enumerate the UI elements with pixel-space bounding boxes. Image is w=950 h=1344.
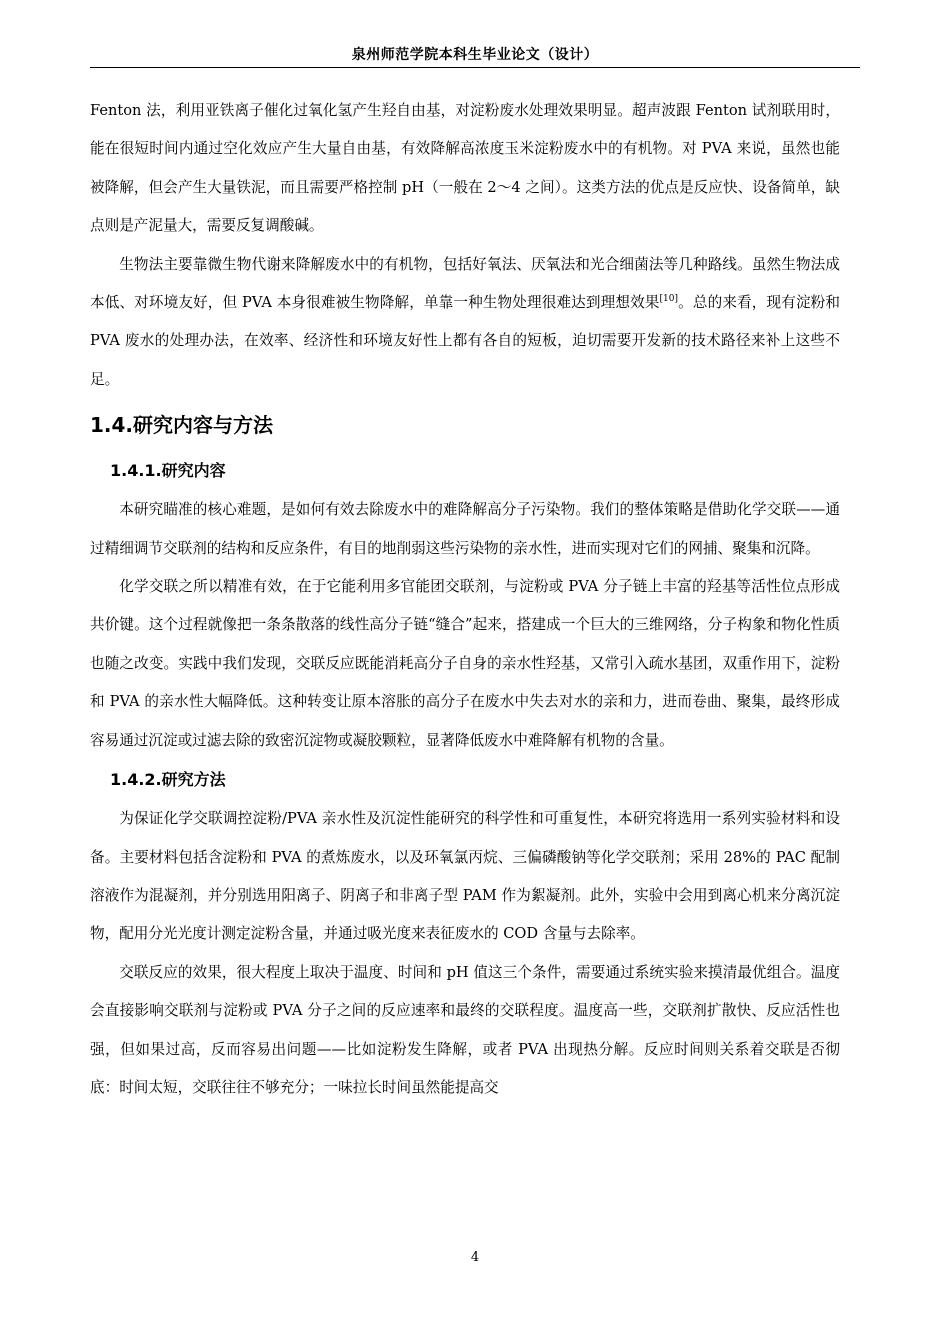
running-header: 泉州师范学院本科生毕业论文（设计） <box>351 47 599 63</box>
paragraph-biological-method <box>90 246 840 400</box>
paragraph-reaction-conditions: 交联反应的效果，很大程度上取决于温度、时间和 pH 值这三个条件，需要通过系统实验来摸清最优组合。温度会直接影响交联剂与淀粉或 PVA 分子之间的反应速率和最终的交联程度。温度高一些，交联剂扩散快、反应活性也强，但如果过高，反而容易出问题——比如淀粉发生降解，或者 PVA 出现热分解。反应时间则关系着交联是否彻底：时间太短，交联往往不够充分；一味拉长时间虽然能提高交 <box>90 963 840 1096</box>
section-heading-1-4-2: 1.4.2.研究方法 <box>110 770 226 790</box>
section-heading-1-4-1: 1.4.1.研究内容 <box>110 461 226 481</box>
header-rule <box>90 67 860 68</box>
paragraph-text: 生物法主要靠微生物代谢来降解废水中的有机物，包括好氧法、厌氧法和光合细菌法等几种路线。虽然生物法成本低、对环境友好，但 PVA 本身很难被生物降解，单靠一种生物处理很难达到理想效果 <box>90 255 840 312</box>
page-number: 4 <box>470 1250 480 1265</box>
paragraph-materials: 为保证化学交联调控淀粉/PVA 亲水性及沉淀性能研究的科学性和可重复性，本研究将选用一系列实验材料和设备。主要材料包括含淀粉和 PVA 的煮炼废水，以及环氧氯丙烷、三偏磷酸钠等化学交联剂；采用 28%的 PAC 配制溶液作为混凝剂，并分别选用阳离子、阴离子和非离子型 PAM 作为絮凝剂。此外，实验中会用到离心机来分离沉淀物，配用分光光度计测定淀粉含量，并通过吸光度来表征废水的 COD 含量与去除率。 <box>90 810 840 943</box>
paragraph-crosslinking: 化学交联之所以精准有效，在于它能利用多官能团交联剂，与淀粉或 PVA 分子链上丰富的羟基等活性位点形成共价键。这个过程就像把一条条散落的线性高分子链“缝合”起来，搭建成一个巨大的三维网络，分子构象和物化性质也随之改变。实践中我们发现，交联反应既能消耗高分子自身的亲水性羟基，又常引入疏水基团，双重作用下，淀粉和 PVA 的亲水性大幅降低。这种转变让原本溶胀的高分子在废水中失去对水的亲和力，进而卷曲、聚集，最终形成容易通过沉淀或过滤去除的致密沉淀物或凝胶颗粒，显著降低废水中难降解有机物的含量。 <box>90 578 840 749</box>
paragraph-research-content: 本研究瞄准的核心难题，是如何有效去除废水中的难降解高分子污染物。我们的整体策略是借助化学交联——通过精细调节交联剂的结构和反应条件，有目的地削弱这些污染物的亲水性，进而实现对它们的网捕、聚集和沉降。 <box>90 501 840 557</box>
section-heading-1-4: 1.4.研究内容与方法 <box>90 413 274 438</box>
body-text <box>90 92 840 1107</box>
paragraph-fenton: Fenton 法，利用亚铁离子催化过氧化氢产生羟自由基，对淀粉废水处理效果明显。超声波跟 Fenton 试剂联用时，能在很短时间内通过空化效应产生大量自由基，有效降解高浓度玉米淀粉废水中的有机物。对 PVA 来说，虽然也能被降解，但会产生大量铁泥，而且需要严格控制 pH（一般在 2～4 之间）。这类方法的优点是反应快、设备简单，缺点则是产泥量大，需要反复调酸碱。 <box>90 102 840 235</box>
citation-ref: [10] <box>659 294 679 305</box>
paragraph-text: 。总的来看，现有淀粉和 PVA 废水的处理办法，在效率、经济性和环境友好性上都有各自的短板，迫切需要开发新的技术路径来补上这些不足。 <box>90 294 840 388</box>
